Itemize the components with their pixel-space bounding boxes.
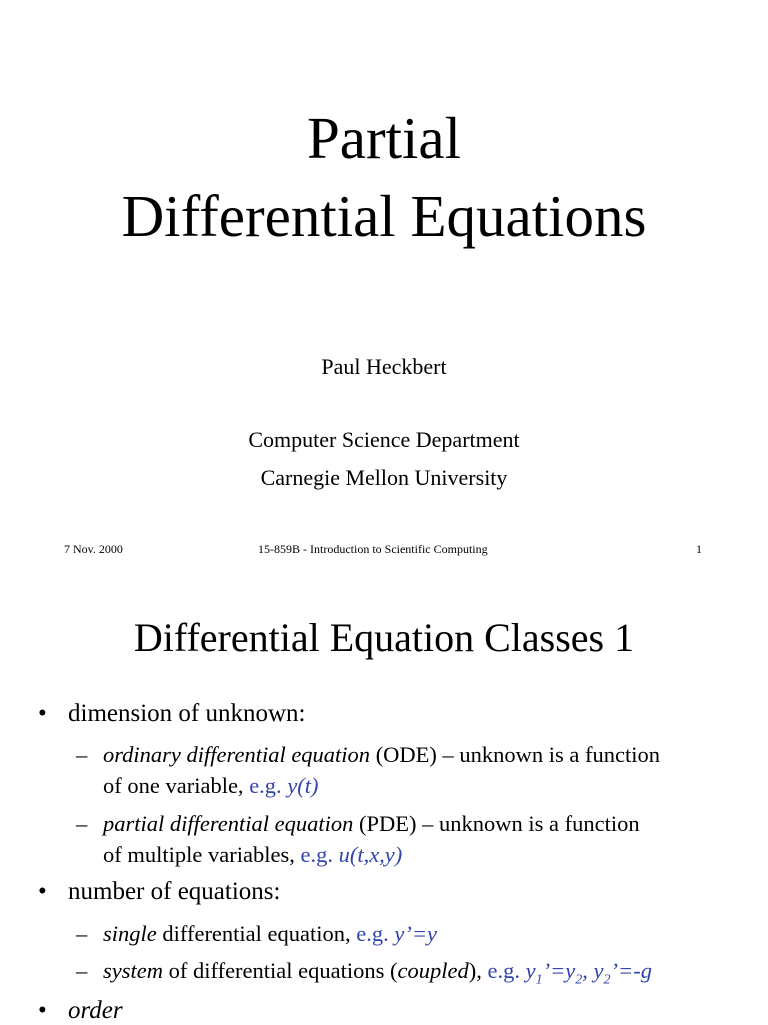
ode-description: (ODE) – unknown is a function [370,742,661,767]
dash-symbol: – [76,742,88,767]
system-term: system [103,958,163,983]
bullet-dimension [38,700,306,728]
affiliation-university: Carnegie Mellon University [260,465,508,490]
bullet-number-of-equations [38,878,280,906]
system-description: of differential equations ( [163,958,398,983]
bullet-text: dimension of unknown [68,700,299,727]
sub-item-single [76,918,437,949]
slide2-title: Differential Equation Classes 1 [133,615,635,660]
author-name: Paul Heckbert [321,354,447,379]
pde-line2: of multiple variables, [103,842,301,867]
ode-example: y(t) [287,773,319,798]
system-coupled: coupled [397,958,469,983]
sub-item-pde [76,808,640,870]
pde-example: u(t,x,y) [338,842,403,867]
affiliation-department: Computer Science Department [248,427,520,452]
bullet-symbol: • [38,700,47,727]
ode-term: ordinary differential equation [103,742,371,767]
bullet-symbol: • [38,997,47,1024]
slide1-title-line2: Differential Equations [121,183,647,249]
single-example: y’=y [394,921,438,946]
bullet-colon: : [298,700,306,727]
pde-term: partial differential equation [103,811,354,836]
pde-description: (PDE) – unknown is a function [353,811,640,836]
bullet-order [38,997,123,1025]
sub-item-system [76,955,652,996]
single-eg: e.g. [356,921,395,946]
footer-course: 15-859B - Introduction to Scientific Computing [258,542,488,556]
dash-symbol: – [76,921,88,946]
system-description-end: ), [468,958,488,983]
footer-date: 7 Nov. 2000 [64,542,123,556]
bullet-symbol: • [38,878,47,905]
slide1-title-line1: Partial [306,105,461,171]
ode-line2: of one variable, [103,773,250,798]
bullet-colon: : [273,878,281,905]
bullet-text: order [68,997,123,1024]
single-term: single [103,921,157,946]
bullet-text: number of equations [68,878,274,905]
system-example: $y_1’=y_2$, $y_2’=-g$ [525,958,652,988]
sub-item-ode [76,739,660,801]
pde-eg: e.g. [300,842,339,867]
footer-page-number: 1 [696,542,702,556]
ode-eg: e.g. [249,773,288,798]
single-description: differential equation, [156,921,357,946]
system-eg: e.g. [487,958,526,983]
dash-symbol: – [76,811,88,836]
dash-symbol: – [76,958,88,983]
